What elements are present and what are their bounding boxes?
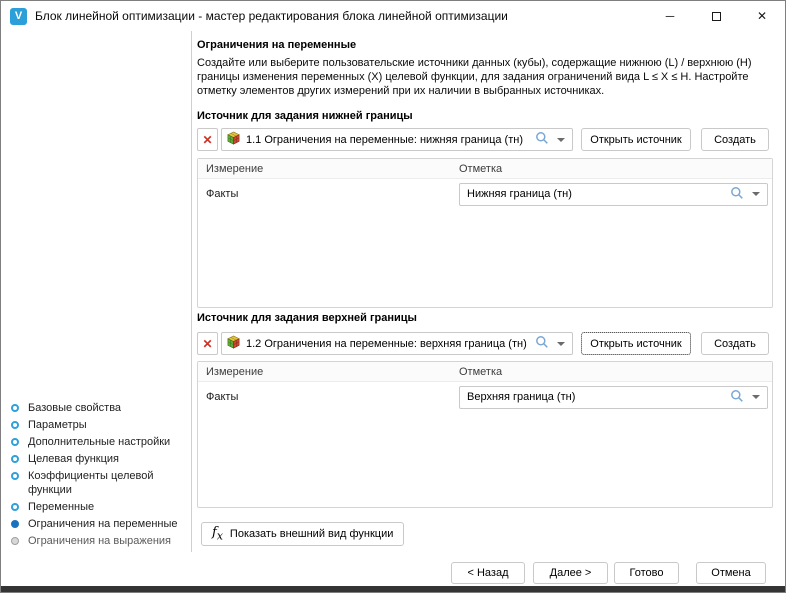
selection-value: Верхняя граница (тн) (467, 391, 576, 403)
maximize-button[interactable] (693, 1, 739, 31)
sidebar-item-label: Параметры (28, 419, 87, 431)
step-page (197, 31, 773, 588)
minimize-button[interactable] (647, 1, 693, 31)
lower-source-row (197, 128, 773, 151)
wizard-footer (451, 562, 766, 584)
search-icon[interactable] (730, 186, 744, 203)
upper-selection-combo[interactable] (459, 386, 768, 409)
close-button[interactable] (739, 1, 785, 31)
finish-button[interactable]: Готово (614, 562, 679, 584)
upper-source-combo-controls (535, 335, 565, 352)
table-header (198, 159, 772, 179)
table-row[interactable] (198, 179, 772, 209)
selection-cell (459, 183, 772, 206)
upper-source-combo[interactable] (221, 332, 573, 355)
selection-cell (459, 386, 772, 409)
sidebar-item-objective-function[interactable] (11, 452, 189, 466)
sidebar-item-label: Переменные (28, 501, 95, 513)
dimension-cell: Факты (206, 188, 239, 200)
create-upper-source-button[interactable]: Создать (701, 332, 769, 355)
sidebar-item-label: Целевая функция (28, 453, 119, 465)
step-bullet-icon (11, 520, 19, 528)
step-bullet-icon (11, 438, 19, 446)
remove-upper-source-button[interactable] (197, 332, 218, 355)
upper-dimensions-table (197, 361, 773, 508)
wizard-content (1, 31, 785, 586)
lower-source-combo[interactable] (221, 128, 573, 151)
cancel-button[interactable]: Отмена (696, 562, 766, 584)
sidebar-item-expression-constraints[interactable] (11, 534, 189, 548)
step-bullet-icon (11, 421, 19, 429)
section-heading-lower-bound: Источник для задания нижней границы (197, 110, 413, 122)
table-header (198, 362, 772, 382)
chevron-down-icon[interactable] (752, 192, 760, 196)
remove-lower-source-button[interactable] (197, 128, 218, 151)
sidebar-item-label: Базовые свойства (28, 402, 122, 414)
chevron-down-icon[interactable] (557, 138, 565, 142)
step-bullet-icon (11, 455, 19, 463)
selection-combo-controls (730, 389, 760, 406)
sidebar-item-additional-settings[interactable] (11, 435, 189, 449)
sidebar-item-label: Коэффициенты целевой функции (28, 470, 154, 496)
sidebar-divider (191, 31, 192, 552)
step-bullet-icon (11, 472, 19, 480)
upper-source-row (197, 332, 773, 355)
sidebar-item-variables[interactable] (11, 500, 189, 514)
step-bullet-icon (11, 503, 19, 511)
next-button[interactable]: Далее > (533, 562, 608, 584)
page-title: Ограничения на переменные (197, 39, 357, 51)
chevron-down-icon[interactable] (752, 395, 760, 399)
maximize-icon (712, 12, 721, 21)
column-header-dimension: Измерение (206, 162, 264, 175)
delete-icon: ✕ (202, 336, 213, 351)
section-heading-upper-bound: Источник для задания верхней границы (197, 312, 417, 324)
page-description: Создайте или выберите пользовательские источники данных (кубы), содержащие нижнюю (L) / верхнюю (H) границы изменения переменных (X) целевой функции, для задания ограничений вида L ≤ X ≤ H. Настройте отметку элементов других измерений при их наличии в выбранных источниках. (197, 57, 752, 97)
selection-combo-controls (730, 186, 760, 203)
back-button[interactable]: < Назад (451, 562, 525, 584)
open-upper-source-button[interactable]: Открыть источник (581, 332, 691, 355)
cube-icon (226, 335, 241, 353)
delete-icon: ✕ (202, 132, 213, 147)
dimension-cell: Факты (206, 391, 239, 403)
lower-dimensions-table (197, 158, 773, 308)
show-function-view-button[interactable] (201, 522, 404, 546)
upper-source-name: 1.2 Ограничения на переменные: верхняя граница (тн) (246, 337, 527, 350)
selection-value: Нижняя граница (тн) (467, 188, 572, 200)
wizard-steps (11, 401, 189, 551)
sidebar-item-parameters[interactable] (11, 418, 189, 432)
lower-selection-combo[interactable] (459, 183, 768, 206)
search-icon[interactable] (535, 131, 549, 148)
step-bullet-icon (11, 537, 19, 545)
search-icon[interactable] (535, 335, 549, 352)
sidebar-item-label: Ограничения на переменные (28, 518, 178, 530)
chevron-down-icon[interactable] (557, 342, 565, 346)
fx-button-label: Показать внешний вид функции (229, 528, 394, 540)
minimize-icon: ─ (665, 9, 675, 23)
column-header-selection: Отметка (459, 365, 503, 378)
sidebar-item-variable-constraints[interactable] (11, 517, 189, 531)
create-lower-source-button[interactable]: Создать (701, 128, 769, 151)
window-controls (647, 1, 785, 31)
close-icon: ✕ (756, 9, 768, 23)
open-lower-source-button[interactable]: Открыть источник (581, 128, 691, 151)
lower-source-combo-controls (535, 131, 565, 148)
app-logo-icon: V (10, 8, 27, 25)
table-row[interactable] (198, 382, 772, 412)
title-bar (1, 1, 785, 31)
lower-source-name: 1.1 Ограничения на переменные: нижняя граница (тн) (246, 133, 523, 146)
sidebar-item-basic-properties[interactable] (11, 401, 189, 415)
fx-icon: $f_x$ (212, 524, 223, 543)
search-icon[interactable] (730, 389, 744, 406)
sidebar-item-label: Дополнительные настройки (28, 436, 171, 448)
sidebar-item-objective-coefficients[interactable] (11, 469, 189, 497)
step-bullet-icon (11, 404, 19, 412)
sidebar-item-label: Ограничения на выражения (28, 535, 171, 547)
column-header-selection: Отметка (459, 162, 503, 175)
column-header-dimension: Измерение (206, 365, 264, 378)
window-title: Блок линейной оптимизации - мастер редактирования блока линейной оптимизации (35, 9, 508, 23)
cube-icon (226, 131, 241, 149)
